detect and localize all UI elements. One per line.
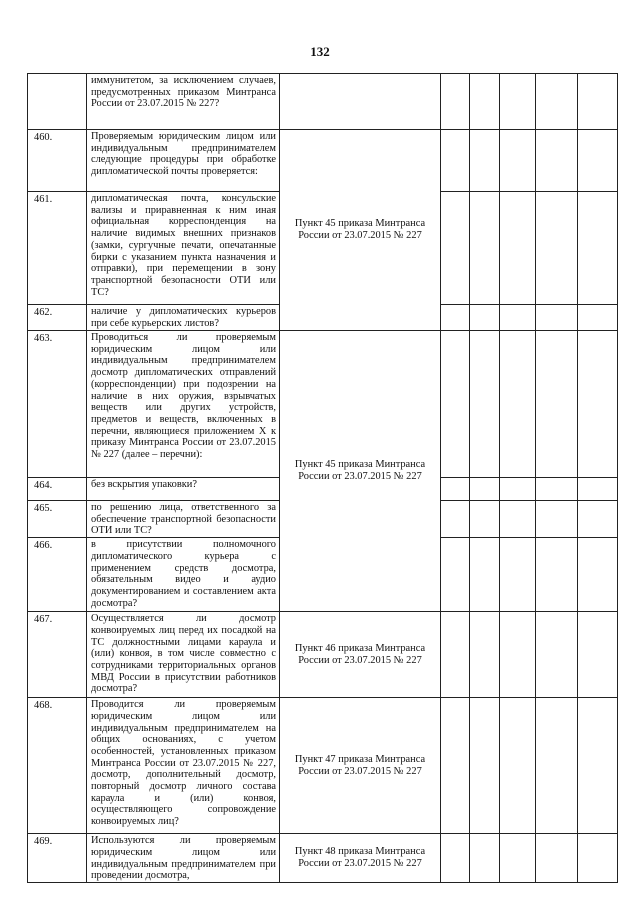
answer-na-cell[interactable] <box>500 74 536 130</box>
answer-na-cell[interactable] <box>500 501 536 538</box>
answer-no-cell[interactable] <box>470 305 500 331</box>
answer-yes-cell[interactable] <box>441 305 470 331</box>
answer-yes-cell[interactable] <box>441 478 470 501</box>
table-row <box>28 612 618 698</box>
answer-no-cell[interactable] <box>470 538 500 612</box>
answer-na-cell[interactable] <box>500 538 536 612</box>
page-number: 132 <box>310 44 330 59</box>
answer-na-cell[interactable] <box>500 305 536 331</box>
note-cell[interactable] <box>578 305 618 331</box>
question-text: по решению лица, ответственного за обеспечение транспортной безопасности ОТИ или ТС? <box>87 501 280 538</box>
answer-no-cell[interactable] <box>470 192 500 305</box>
answer-cell[interactable] <box>536 538 578 612</box>
answer-na-cell[interactable] <box>500 834 536 883</box>
reference-cell: Пункт 45 приказа Минтранса России от 23.07.2015 № 227 <box>280 331 441 612</box>
note-cell[interactable] <box>578 538 618 612</box>
answer-cell[interactable] <box>536 698 578 834</box>
note-cell[interactable] <box>578 192 618 305</box>
question-text: Проверяемым юридическим лицом или индивидуальным предпринимателем следующие процедуры при обработке дипломатической почты проверяется: <box>87 130 280 192</box>
answer-cell[interactable] <box>536 478 578 501</box>
answer-yes-cell[interactable] <box>441 834 470 883</box>
answer-cell[interactable] <box>536 305 578 331</box>
reference-cell: Пункт 48 приказа Минтранса России от 23.07.2015 № 227 <box>280 834 441 883</box>
note-cell[interactable] <box>578 612 618 698</box>
question-text: Осуществляется ли досмотр конвоируемых лиц перед их посадкой на ТС должностными лицами караула и (или) конвоя, в том числе совместно с сотрудниками территориальных органов МВД России в присутствии работников досмотра? <box>87 612 280 698</box>
answer-yes-cell[interactable] <box>441 130 470 192</box>
answer-cell[interactable] <box>536 331 578 478</box>
note-cell[interactable] <box>578 834 618 883</box>
answer-yes-cell[interactable] <box>441 698 470 834</box>
row-number: 469. <box>28 834 87 883</box>
answer-cell[interactable] <box>536 192 578 305</box>
answer-na-cell[interactable] <box>500 331 536 478</box>
answer-na-cell[interactable] <box>500 612 536 698</box>
answer-yes-cell[interactable] <box>441 331 470 478</box>
answer-no-cell[interactable] <box>470 331 500 478</box>
note-cell[interactable] <box>578 478 618 501</box>
answer-yes-cell[interactable] <box>441 501 470 538</box>
table-row <box>28 74 618 130</box>
answer-na-cell[interactable] <box>500 192 536 305</box>
row-number: 462. <box>28 305 87 331</box>
answer-no-cell[interactable] <box>470 478 500 501</box>
answer-yes-cell[interactable] <box>441 74 470 130</box>
answer-no-cell[interactable] <box>470 612 500 698</box>
answer-yes-cell[interactable] <box>441 538 470 612</box>
table-row <box>28 331 618 478</box>
answer-cell[interactable] <box>536 612 578 698</box>
question-text: наличие у дипломатических курьеров при себе курьерских листов? <box>87 305 280 331</box>
question-text: Проводится ли проверяемым юридическим лицом или индивидуальным предпринимателем на общих основаниях, с учетом особенностей, установленных приказом Минтранса России от 23.07.2015 № 227, досмотр, дополнительный досмотр, повторный досмотр личного состава караула и (или) конвоя, осуществляющего сопровождение конвоируемых лиц? <box>87 698 280 834</box>
answer-no-cell[interactable] <box>470 130 500 192</box>
row-number: 465. <box>28 501 87 538</box>
answer-na-cell[interactable] <box>500 478 536 501</box>
answer-cell[interactable] <box>536 501 578 538</box>
row-number: 467. <box>28 612 87 698</box>
checklist-table <box>27 73 618 883</box>
row-number: 468. <box>28 698 87 834</box>
table-row <box>28 130 618 192</box>
answer-cell[interactable] <box>536 130 578 192</box>
note-cell[interactable] <box>578 501 618 538</box>
row-number: 466. <box>28 538 87 612</box>
table-row <box>28 834 618 883</box>
question-text: Проводиться ли проверяемым юридическим лицом или индивидуальным предпринимателем досмотр дипломатических отправлений (корреспонденции) при подозрении на наличие в них оружия, взрывчатых веществ или других устройств, предметов и веществ, включенных в перечни, являющиеся приложением Х к приказу Минтранса России от 23.07.2015 № 227 (далее – перечни): <box>87 331 280 478</box>
answer-no-cell[interactable] <box>470 501 500 538</box>
reference-cell <box>280 74 441 130</box>
answer-yes-cell[interactable] <box>441 192 470 305</box>
answer-no-cell[interactable] <box>470 834 500 883</box>
question-text: дипломатическая почта, консульские вализы и приравненная к ним иная официальная корреспонденция на наличие видимых внешних признаков (замки, сургучные печати, опечатанные бирки с указанием пункта назначения и отправки), при перемещении в зону транспортной безопасности ОТИ или ТС? <box>87 192 280 305</box>
answer-cell[interactable] <box>536 834 578 883</box>
row-number: 461. <box>28 192 87 305</box>
question-text: Используются ли проверяемым юридическим лицом или индивидуальным предпринимателем при проведении досмотра, <box>87 834 280 883</box>
row-number: 460. <box>28 130 87 192</box>
reference-cell: Пункт 47 приказа Минтранса России от 23.07.2015 № 227 <box>280 698 441 834</box>
answer-no-cell[interactable] <box>470 74 500 130</box>
question-text: иммунитетом, за исключением случаев, предусмотренных приказом Минтранса России от 23.07.2015 № 227? <box>87 74 280 130</box>
row-number <box>28 74 87 130</box>
note-cell[interactable] <box>578 331 618 478</box>
question-text: без вскрытия упаковки? <box>87 478 280 501</box>
question-text: в присутствии полномочного дипломатического курьера с применением средств досмотра, обязательным видео и аудио документированием и составлением акта досмотра? <box>87 538 280 612</box>
answer-yes-cell[interactable] <box>441 612 470 698</box>
note-cell[interactable] <box>578 130 618 192</box>
note-cell[interactable] <box>578 74 618 130</box>
answer-cell[interactable] <box>536 74 578 130</box>
row-number: 464. <box>28 478 87 501</box>
row-number: 463. <box>28 331 87 478</box>
table-row <box>28 698 618 834</box>
answer-na-cell[interactable] <box>500 130 536 192</box>
answer-no-cell[interactable] <box>470 698 500 834</box>
reference-cell: Пункт 45 приказа Минтранса России от 23.07.2015 № 227 <box>280 130 441 331</box>
reference-cell: Пункт 46 приказа Минтранса России от 23.07.2015 № 227 <box>280 612 441 698</box>
note-cell[interactable] <box>578 698 618 834</box>
answer-na-cell[interactable] <box>500 698 536 834</box>
